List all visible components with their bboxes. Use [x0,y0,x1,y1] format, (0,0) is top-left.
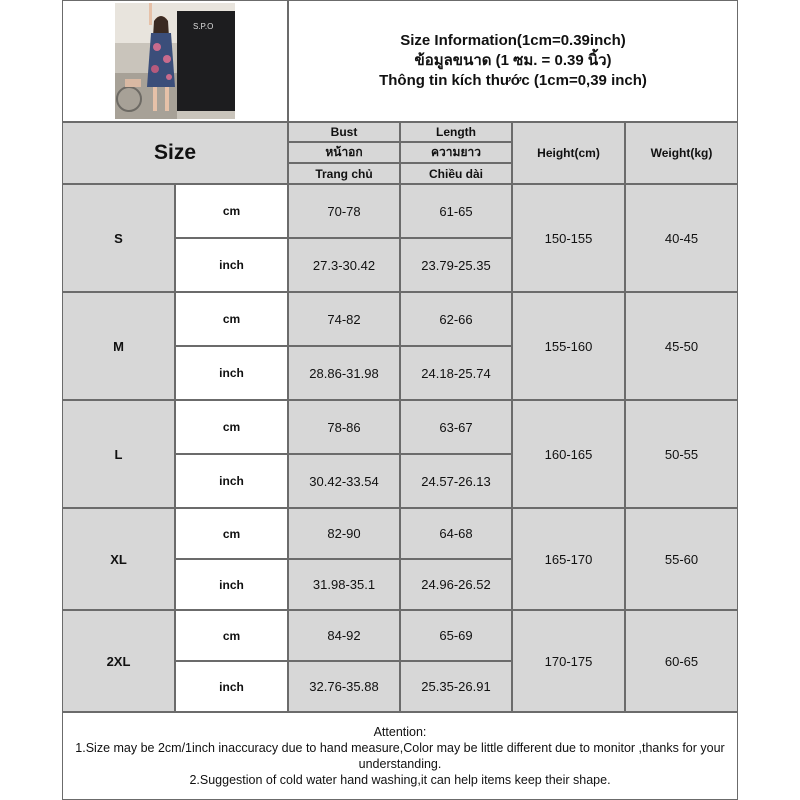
size-information-header [288,0,738,122]
unit-inch: inch [175,661,288,712]
unit-inch: inch [175,454,288,508]
unit-inch: inch [175,346,288,400]
height-header: Height(cm) [512,122,625,184]
photo-cell [62,0,288,122]
height-value: 165-170 [512,508,625,610]
bust-header-vi: Trang chủ [288,163,400,184]
length-inch: 24.96-26.52 [400,559,512,610]
unit-cm: cm [175,508,288,559]
info-line-english: Size Information(1cm=0.39inch) [400,32,626,49]
unit-inch: inch [175,238,288,292]
length-header-th: ความยาว [400,142,512,163]
bust-header-th: หน้าอก [288,142,400,163]
info-line-vietnamese: Thông tin kích thước (1cm=0,39 inch) [379,72,647,89]
attention-title: Attention: [373,725,427,739]
length-inch: 23.79-25.35 [400,238,512,292]
bust-cm: 74-82 [288,292,400,346]
bust-inch: 27.3-30.42 [288,238,400,292]
bust-cm: 82-90 [288,508,400,559]
attention-notes [62,712,738,800]
length-inch: 25.35-26.91 [400,661,512,712]
unit-cm: cm [175,292,288,346]
size-label-xl: XL [62,508,175,610]
bust-inch: 28.86-31.98 [288,346,400,400]
length-inch: 24.18-25.74 [400,346,512,400]
size-label-2xl: 2XL [62,610,175,712]
weight-value: 45-50 [625,292,738,400]
length-cm: 63-67 [400,400,512,454]
weight-header: Weight(kg) [625,122,738,184]
unit-cm: cm [175,184,288,238]
weight-value: 55-60 [625,508,738,610]
height-value: 155-160 [512,292,625,400]
bust-cm: 84-92 [288,610,400,661]
info-line-thai: ข้อมูลขนาด (1 ซม. = 0.39 นิ้ว) [414,52,612,69]
length-header-en: Length [400,122,512,142]
bust-header-en: Bust [288,122,400,142]
attention-line-2: 2.Suggestion of cold water hand washing,it can help items keep their shape. [189,773,611,787]
length-cm: 61-65 [400,184,512,238]
length-header-vi: Chiều dài [400,163,512,184]
size-label-l: L [62,400,175,508]
model-photo-icon [115,3,235,119]
unit-cm: cm [175,400,288,454]
size-chart [62,0,738,800]
size-column-header: Size [62,122,288,184]
unit-cm: cm [175,610,288,661]
bust-cm: 70-78 [288,184,400,238]
height-value: 170-175 [512,610,625,712]
weight-value: 50-55 [625,400,738,508]
bust-inch: 30.42-33.54 [288,454,400,508]
size-label-m: M [62,292,175,400]
weight-value: 40-45 [625,184,738,292]
length-cm: 62-66 [400,292,512,346]
bust-inch: 31.98-35.1 [288,559,400,610]
length-cm: 64-68 [400,508,512,559]
bust-inch: 32.76-35.88 [288,661,400,712]
product-photo [115,3,235,119]
unit-inch: inch [175,559,288,610]
length-inch: 24.57-26.13 [400,454,512,508]
height-value: 150-155 [512,184,625,292]
length-cm: 65-69 [400,610,512,661]
height-value: 160-165 [512,400,625,508]
bust-cm: 78-86 [288,400,400,454]
sign-text: S.P.O [193,22,214,31]
size-label-s: S [62,184,175,292]
attention-line-1: 1.Size may be 2cm/1inch inaccuracy due to hand measure,Color may be little different due to monitor ,thanks for your understanding. [75,741,725,771]
weight-value: 60-65 [625,610,738,712]
